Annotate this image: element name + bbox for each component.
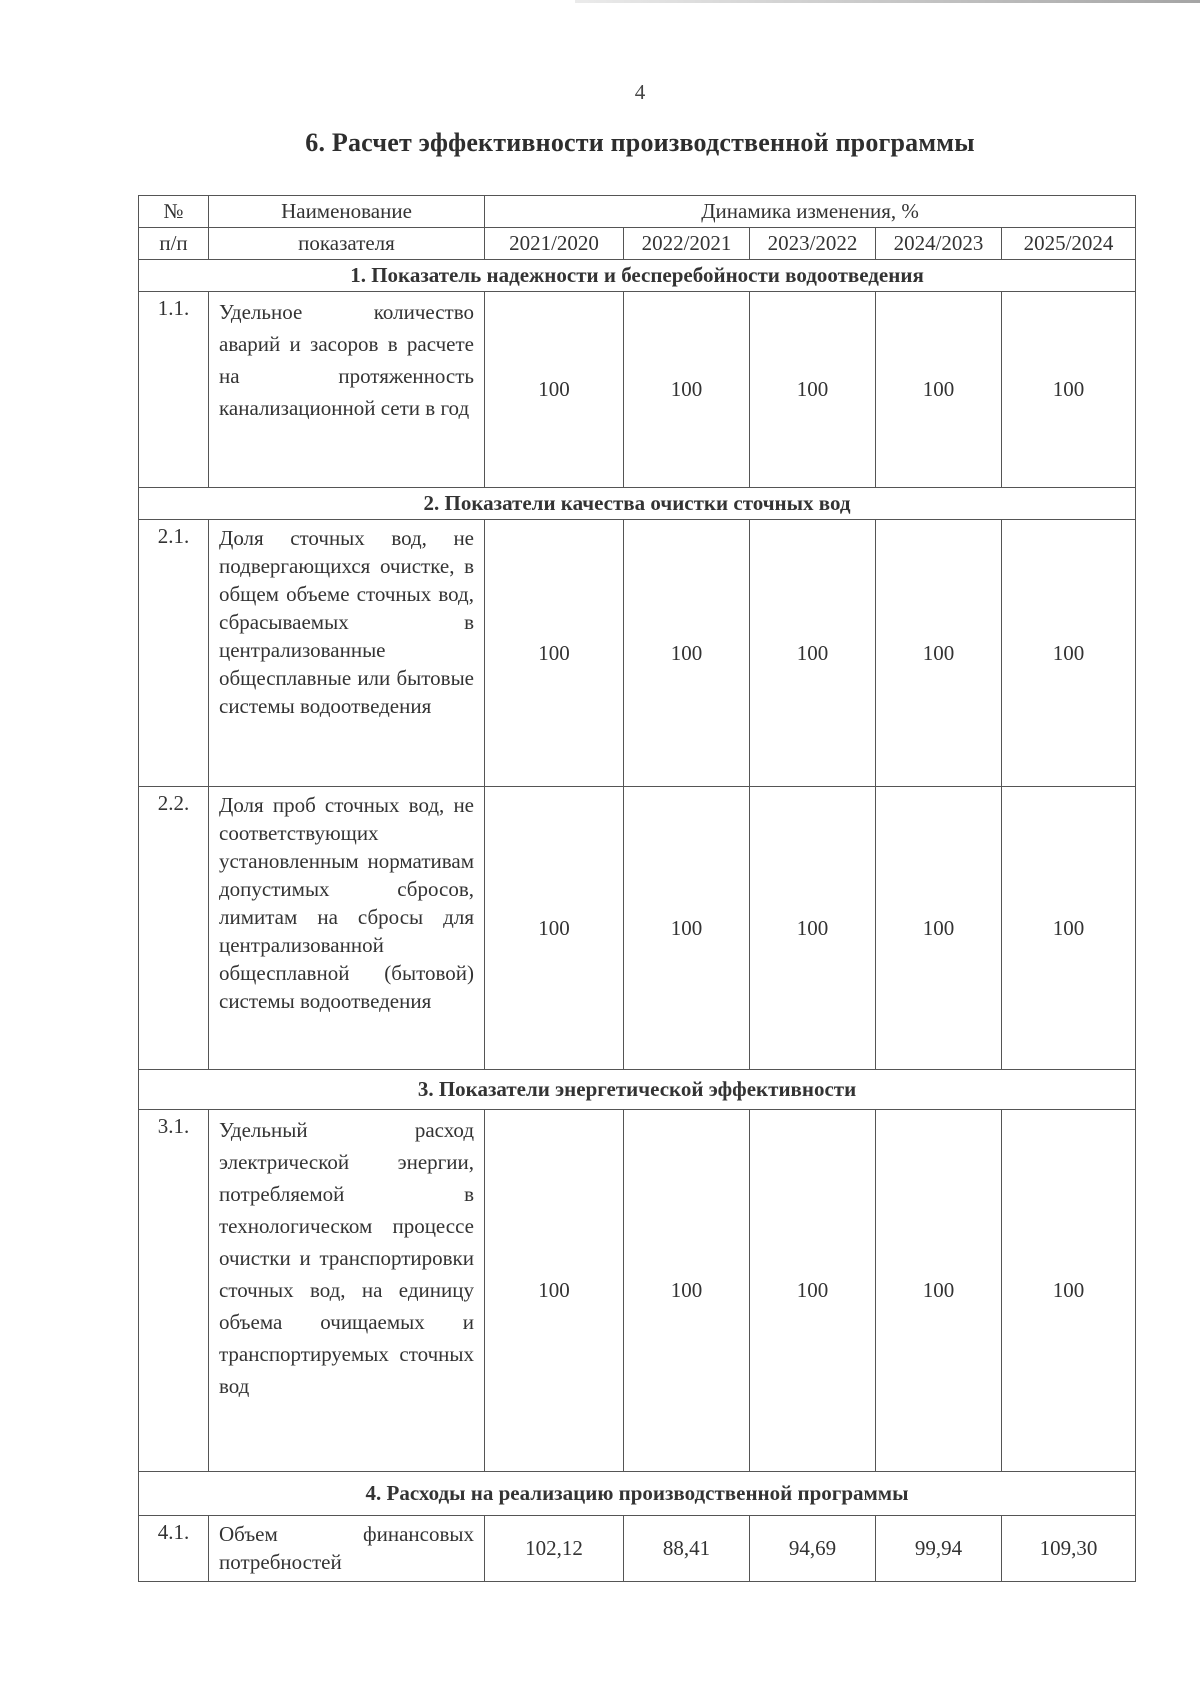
table-row [139, 1516, 1136, 1582]
section-row [139, 1070, 1136, 1110]
header-period: 2025/2024 [1002, 228, 1136, 260]
section-title: 2. Показатели качества очистки сточных вод [139, 488, 1136, 520]
value-cell: 100 [485, 787, 624, 1070]
section-row [139, 1472, 1136, 1516]
scan-edge-line [575, 0, 1200, 3]
value-cell: 100 [485, 520, 624, 787]
section-row [139, 488, 1136, 520]
header-period: 2022/2021 [624, 228, 750, 260]
header-period: 2021/2020 [485, 228, 624, 260]
row-number: 1.1. [139, 292, 209, 488]
header-period: 2024/2023 [876, 228, 1002, 260]
indicator-name: Доля сточных вод, не подвергающихся очистке, в общем объеме сточных вод, сбрасываемых в централизованные общесплавные или бытовые системы водоотведения [209, 520, 485, 787]
value-cell: 100 [624, 292, 750, 488]
value-cell: 100 [750, 520, 876, 787]
header-num-top: № [139, 196, 209, 228]
value-cell: 100 [485, 1110, 624, 1472]
value-cell: 100 [750, 292, 876, 488]
value-cell: 109,30 [1002, 1516, 1136, 1582]
table-row [139, 292, 1136, 488]
value-cell: 100 [1002, 292, 1136, 488]
value-cell: 100 [1002, 520, 1136, 787]
value-cell: 100 [750, 787, 876, 1070]
value-cell: 99,94 [876, 1516, 1002, 1582]
table-row [139, 1110, 1136, 1472]
table-row [139, 520, 1136, 787]
efficiency-table [138, 195, 1136, 1582]
row-number: 3.1. [139, 1110, 209, 1472]
value-cell: 100 [624, 520, 750, 787]
value-cell: 102,12 [485, 1516, 624, 1582]
value-cell: 100 [1002, 1110, 1136, 1472]
header-name-top: Наименование [209, 196, 485, 228]
indicator-name: Доля проб сточных вод, не соответствующих установленным нормативам допустимых сбросов, лимитам на сбросы для централизованной общесплавной (бытовой) системы водоотведения [209, 787, 485, 1070]
row-number: 2.2. [139, 787, 209, 1070]
table-row [139, 787, 1136, 1070]
value-cell: 100 [876, 520, 1002, 787]
page-number: 4 [634, 80, 646, 104]
section-title: 3. Показатели энергетической эффективности [139, 1070, 1136, 1110]
value-cell: 94,69 [750, 1516, 876, 1582]
value-cell: 100 [876, 292, 1002, 488]
indicator-name: Удельный расход электрической энергии, потребляемой в технологическом процессе очистки и транспортировки сточных вод, на единицу объема очищаемых и транспортируемых сточных вод [209, 1110, 485, 1472]
value-cell: 100 [876, 1110, 1002, 1472]
section-title: 4. Расходы на реализацию производственной программы [139, 1472, 1136, 1516]
value-cell: 100 [485, 292, 624, 488]
section-title: 1. Показатель надежности и бесперебойности водоотведения [139, 260, 1136, 292]
page-title: 6. Расчет эффективности производственной программы [305, 128, 975, 157]
value-cell: 100 [624, 1110, 750, 1472]
value-cell: 100 [876, 787, 1002, 1070]
header-name-bottom: показателя [209, 228, 485, 260]
header-dynamics: Динамика изменения, % [485, 196, 1136, 228]
row-number: 4.1. [139, 1516, 209, 1582]
indicator-name: Объем финансовых потребностей [209, 1516, 485, 1582]
value-cell: 100 [624, 787, 750, 1070]
section-row [139, 260, 1136, 292]
row-number: 2.1. [139, 520, 209, 787]
value-cell: 100 [750, 1110, 876, 1472]
header-num-bottom: п/п [139, 228, 209, 260]
indicator-name: Удельное количество аварий и засоров в расчете на протяженность канализационной сети в год [209, 292, 485, 488]
value-cell: 88,41 [624, 1516, 750, 1582]
header-period: 2023/2022 [750, 228, 876, 260]
value-cell: 100 [1002, 787, 1136, 1070]
